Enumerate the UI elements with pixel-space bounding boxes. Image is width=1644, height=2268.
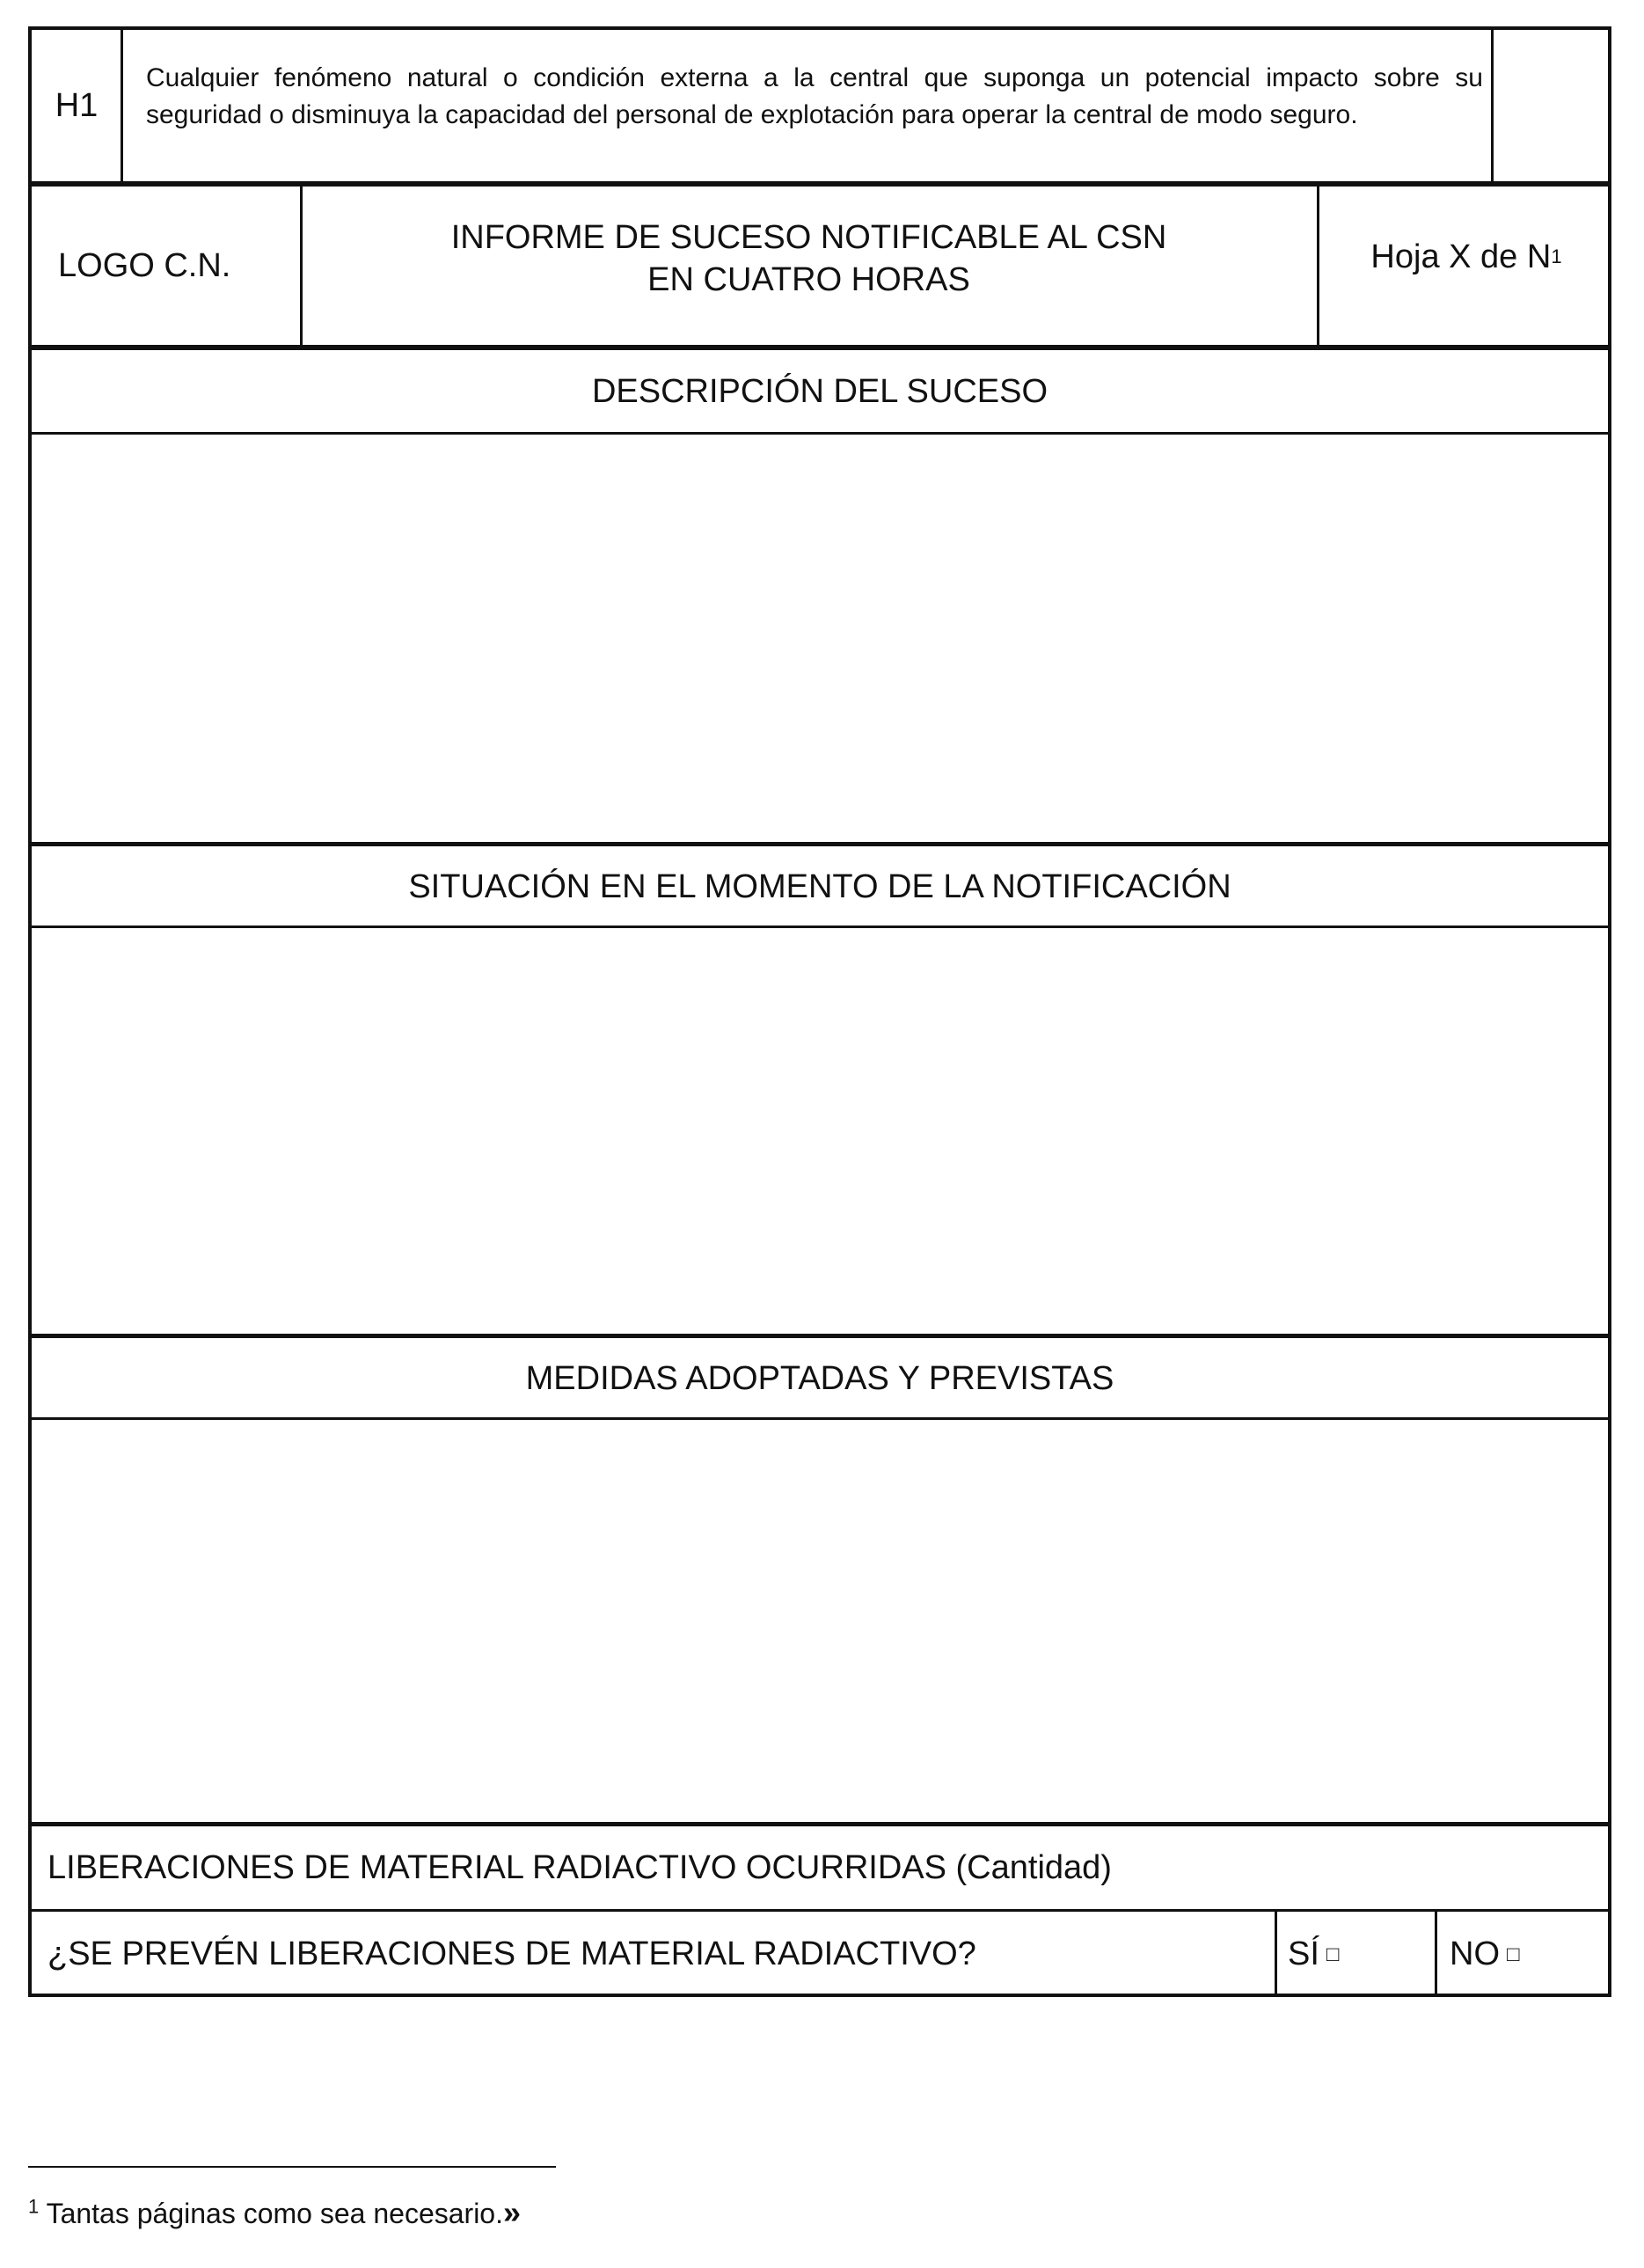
yes-label: SÍ bbox=[1288, 1935, 1319, 1972]
no-checkbox[interactable]: □ bbox=[1507, 1942, 1520, 1966]
yes-checkbox[interactable]: □ bbox=[1326, 1942, 1340, 1966]
releases-box bbox=[28, 1823, 1611, 1997]
report-title-line2: EN CUATRO HORAS bbox=[647, 261, 970, 298]
divider bbox=[32, 1417, 1608, 1420]
sheet-footnote-ref: 1 bbox=[1551, 245, 1562, 267]
releases-occurred-label: LIBERACIONES DE MATERIAL RADIACTIVO OCURRIDAS bbox=[47, 1848, 946, 1886]
divider bbox=[121, 30, 123, 181]
section-measures-title: MEDIDAS ADOPTADAS Y PREVISTAS bbox=[525, 1359, 1114, 1397]
footnote bbox=[28, 2194, 521, 2231]
section-situation bbox=[28, 843, 1611, 1337]
releases-expected-question: ¿SE PREVÉN LIBERACIONES DE MATERIAL RADIACTIVO? bbox=[47, 1935, 976, 1972]
section-description bbox=[28, 347, 1611, 845]
report-title-line1: INFORME DE SUCESO NOTIFICABLE AL CSN bbox=[450, 219, 1167, 256]
divider bbox=[32, 925, 1608, 928]
yes-option[interactable] bbox=[1275, 1912, 1436, 1997]
footnote-separator bbox=[28, 2166, 556, 2168]
divider bbox=[32, 432, 1608, 435]
closing-quote: » bbox=[502, 2194, 522, 2230]
section-situation-title: SITUACIÓN EN EL MOMENTO DE LA NOTIFICACIÓN bbox=[408, 867, 1231, 905]
sheet-label: Hoja X de N bbox=[1370, 238, 1552, 275]
no-option[interactable] bbox=[1436, 1912, 1611, 1997]
event-description: Cualquier fenómeno natural o condición externa a la central que suponga un potencial impacto sobre su seguridad o disminuya la capacidad del personal de explotación para operar la central de modo seguro. bbox=[146, 63, 1483, 129]
section-description-title: DESCRIPCIÓN DEL SUCESO bbox=[591, 373, 1049, 410]
report-header bbox=[28, 183, 1611, 348]
divider bbox=[1491, 30, 1494, 181]
no-label: NO bbox=[1450, 1935, 1500, 1972]
sheet-number bbox=[1317, 187, 1616, 345]
releases-occurred-unit: (Cantidad) bbox=[955, 1848, 1112, 1886]
footnote-text: Tantas páginas como sea necesario. bbox=[46, 2198, 503, 2229]
report-title bbox=[301, 187, 1317, 345]
event-definition-box bbox=[28, 26, 1611, 185]
footnote-ref: 1 bbox=[28, 2195, 40, 2218]
logo-placeholder: LOGO C.N. bbox=[58, 246, 231, 284]
event-code: H1 bbox=[55, 86, 99, 124]
releases-occurred bbox=[47, 1826, 1112, 1909]
section-measures bbox=[28, 1335, 1611, 1825]
